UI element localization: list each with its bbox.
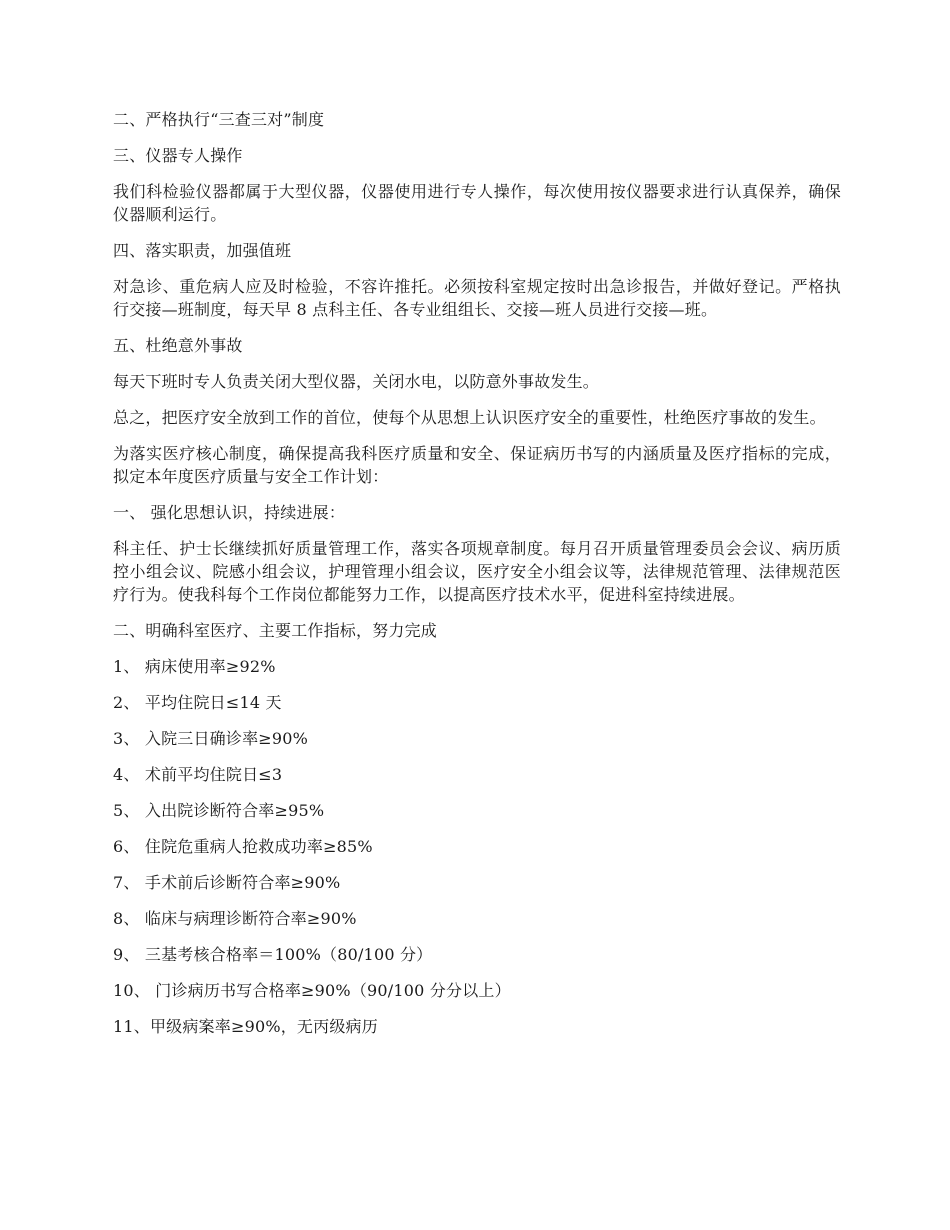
- paragraph-duty: 对急诊、重危病人应及时检验，不容许推托。必须按科室规定按时出急诊报告，并做好登记。严格执行交接—班制度，每天早 8 点科主任、各专业组组长、交接—班人员进行交接—班。: [113, 277, 841, 319]
- list-item: 5、 入出院诊断符合率≥95%: [113, 801, 325, 820]
- heading-strengthen-awareness: 一、 强化思想认识，持续进展：: [113, 503, 346, 522]
- heading-work-indicators: 二、明确科室医疗、主要工作指标，努力完成: [113, 621, 438, 640]
- paragraph-quality-management: 科主任、护士长继续抓好质量管理工作，落实各项规章制度。每月召开质量管理委员会会议、病历质控小组会议、院感小组会议，护理管理小组会议，医疗安全小组会议等，法律规范管理、法律规范医疗行为。使我科每个工作岗位都能努力工作，以提高医疗技术水平，促进科室持续进展。: [113, 539, 841, 604]
- heading-duty: 四、落实职责，加强值班: [113, 241, 292, 260]
- paragraph-summary: 总之，把医疗安全放到工作的首位，使每个从思想上认识医疗安全的重要性，杜绝医疗事故的发生。: [113, 408, 826, 427]
- list-item: 8、 临床与病理诊断符合率≥90%: [113, 909, 357, 928]
- list-item: 3、 入院三日确诊率≥90%: [113, 729, 309, 748]
- list-item: 10、 门诊病历书写合格率≥90%（90/100 分分以上）: [113, 981, 511, 1000]
- heading-instrument-operation: 三、仪器专人操作: [113, 146, 243, 165]
- list-item: 7、 手术前后诊断符合率≥90%: [113, 873, 341, 892]
- heading-accident-prevention: 五、杜绝意外事故: [113, 336, 243, 355]
- list-item: 1、 病床使用率≥92%: [113, 657, 276, 676]
- list-item: 4、 术前平均住院日≤3: [113, 765, 283, 784]
- list-item: 2、 平均住院日≤14 天: [113, 693, 282, 712]
- heading-three-checks: 二、严格执行“三查三对”制度: [113, 110, 325, 129]
- document-body: [113, 108, 841, 1038]
- list-item: 11、甲级病案率≥90%，无丙级病历: [113, 1017, 378, 1036]
- paragraph-instrument-operation: 我们科检验仪器都属于大型仪器，仪器使用进行专人操作，每次使用按仪器要求进行认真保养，确保仪器顺利运行。: [113, 182, 841, 224]
- paragraph-plan-intro: 为落实医疗核心制度，确保提高我科医疗质量和安全、保证病历书写的内涵质量及医疗指标的完成，拟定本年度医疗质量与安全工作计划：: [113, 444, 841, 486]
- list-item: 6、 住院危重病人抢救成功率≥85%: [113, 837, 373, 856]
- list-item: 9、 三基考核合格率＝100%（80/100 分）: [113, 945, 433, 964]
- paragraph-accident-prevention: 每天下班时专人负责关闭大型仪器，关闭水电，以防意外事故发生。: [113, 372, 600, 391]
